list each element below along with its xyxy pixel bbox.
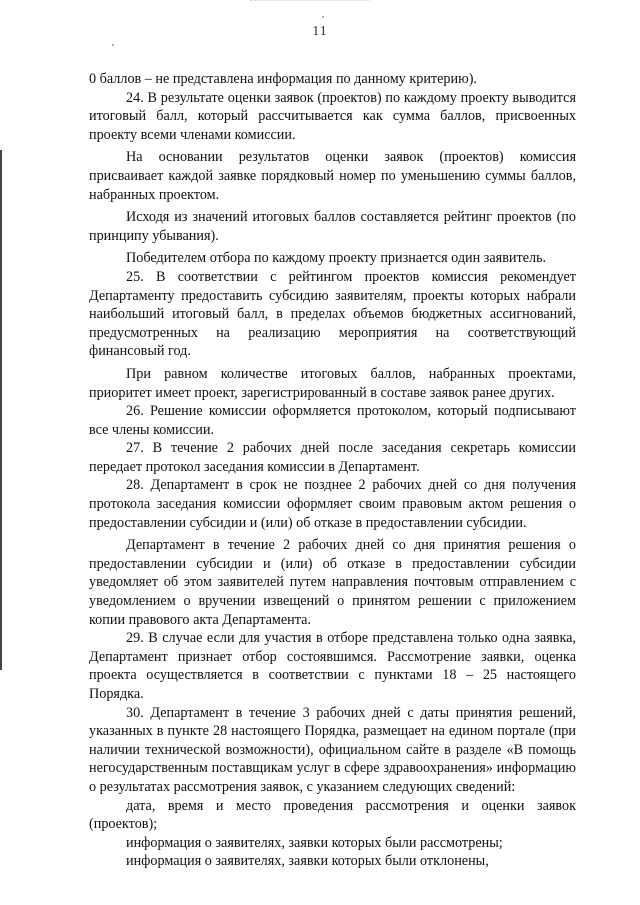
paragraph: 24. В результате оценки заявок (проектов) по каждому проекту выводится итоговый балл, который рассчитывается как сумма баллов, присвоенных проекту всеми членами комиссии. [89,89,576,143]
paragraph: Департамент в течение 2 рабочих дней со дня принятия решения о предоставлении субсидии и (или) об отказе в предоставлении субсидии уведомляет об этом заявителей путем направления почтовым отправлением с уведомлением о вручении извещений о принятом решении с приложением копии правового акта Департамента. [89,537,576,628]
paragraph: 30. Департамент в течение 3 рабочих дней с даты принятия решений, указанных в пункте 28 настоящего Порядка, размещает на едином портале (при наличии технической возможности), официальном сайте в разделе «В помощь негосударственным поставщикам услуг в сфере здравоохранения» информацию о результатах рассмотрения заявок, с указанием следующих сведений: [89,704,576,795]
paragraph: информация о заявителях, заявки которых были отклонены, [126,853,489,870]
scan-binding-edge [0,150,2,670]
paragraph: На основании результатов оценки заявок (проектов) комиссия присваивает каждой заявке порядковый номер по уменьшению суммы баллов, набранных проектом. [89,149,576,203]
paragraph: Победителем отбора по каждому проекту признается один заявитель. [126,250,547,267]
page-number: 11 [312,24,328,39]
paragraph: Исходя из значений итоговых баллов составляется рейтинг проектов (по принципу убывания). [89,209,576,244]
paragraph: дата, время и место проведения рассмотрения и оценки заявок (проектов); [89,797,576,833]
document-body [89,70,576,871]
scan-artifact-top [250,0,370,7]
scan-artifact-dot [322,16,324,18]
paragraph: 26. Решение комиссии оформляется протоколом, который подписывают все члены комиссии. [89,403,576,438]
scan-artifact-dot [112,44,114,46]
paragraph: 0 баллов – не представлена информация по данному критерию). [89,71,477,87]
paragraph: 28. Департамент в срок не позднее 2 рабочих дней со дня получения протокола заседания комиссии оформляет своим правовым актом решения о предоставлении субсидии и (или) об отказе в предоставлении субсидии. [89,477,576,531]
paragraph: информация о заявителях, заявки которых были рассмотрены; [126,834,503,851]
paragraph: При равном количестве итоговых баллов, набранных проектами, приоритет имеет проект, зарегистрированный в составе заявок ранее других. [89,365,576,401]
paragraph: 29. В случае если для участия в отборе представлена только одна заявка, Департамент признает отбор состоявшимся. Рассмотрение заявки, оценка проекта осуществляется в соответствии с пунктами 18 – 25 настоящего Порядка. [89,630,576,702]
paragraph: 25. В соответствии с рейтингом проектов комиссия рекомендует Департаменту предоставить субсидию заявителям, проекты которых набрали наибольший итоговый балл, в пределах объемов бюджетных ассигнований, предусмотренных на реализацию мероприятия на соответствующий финансовый год. [89,268,576,360]
paragraph: 27. В течение 2 рабочих дней после заседания секретарь комиссии передает протокол заседания комиссии в Департамент. [89,440,576,475]
